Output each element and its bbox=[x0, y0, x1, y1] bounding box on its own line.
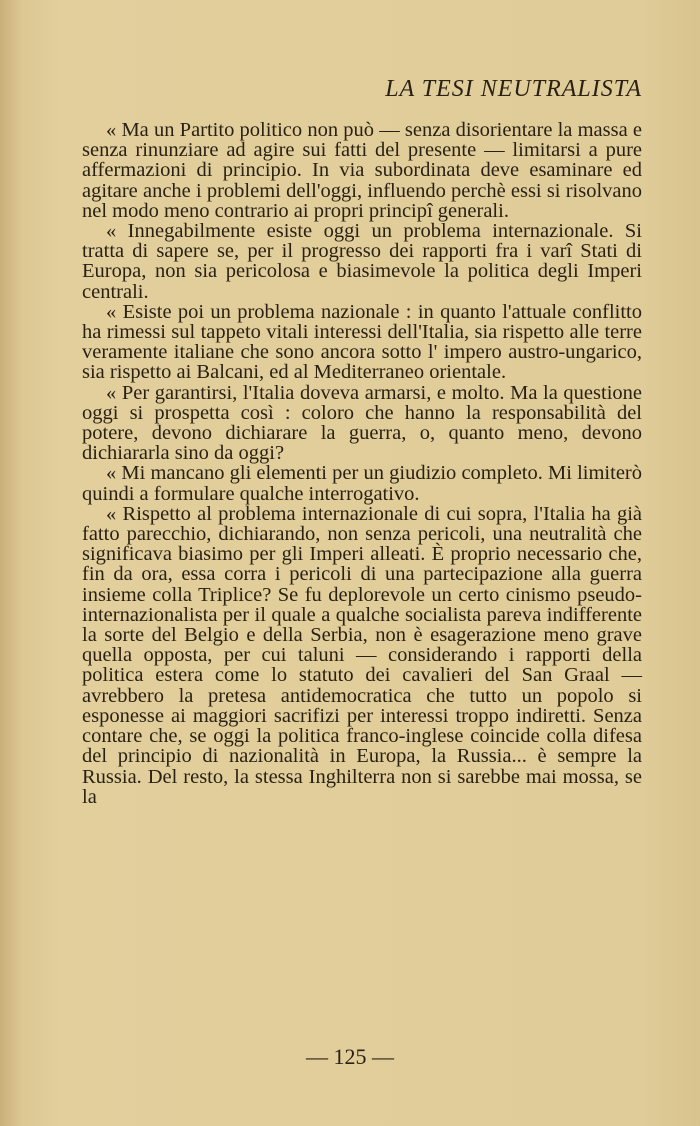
page-number: — 125 — bbox=[306, 1044, 394, 1069]
body-text bbox=[82, 120, 642, 807]
paragraph-1: « Ma un Partito politico non può — senza disorientare la massa e senza rinunziare ad agire sui fatti del presente — limitarsi a pure affermazioni di principio. In via subordinata deve esaminare ed agitare anche i problemi dell'oggi, influendo perchè essi si risolvano nel modo meno contrario ai propri principî generali. bbox=[82, 119, 642, 222]
paragraph-4: « Per garantirsi, l'Italia doveva armarsi, e molto. Ma la questione oggi si prospetta così : coloro che hanno la responsabilità del potere, devono dichiarare la guerra, o, quanto meno, devono dichiararla sino da oggi? bbox=[82, 381, 642, 465]
paragraph-5: « Mi mancano gli elementi per un giudizio completo. Mi limiterò quindi a formulare qualche interrogativo. bbox=[82, 462, 642, 505]
paragraph-3: « Esiste poi un problema nazionale : in quanto l'attuale conflitto ha rimessi sul tappeto vitali interessi dell'Italia, sia rispetto alle terre veramente italiane che sono ancora sotto l' impero austro-ungarico, sia rispetto ai Balcani, ed al Mediterraneo orientale. bbox=[82, 300, 642, 384]
paragraph-6: « Rispetto al problema internazionale di cui sopra, l'Italia ha già fatto parecchio, dichiarando, non senza pericoli, una neutralità che significava biasimo per gli Imperi alleati. È proprio necessario che, fin da ora, essa corra i pericoli di una partecipazione alla guerra insieme colla Triplice? Se fu deplorevole un certo cinismo pseudo-internazionalista per il quale a qualche socialista pareva indifferente la sorte del Belgio e della Serbia, non è esagerazione meno grave quella opposta, per cui taluni — considerando i rapporti della politica estera come lo statuto dei cavalieri del San Graal — avrebbero la pretesa antidemocratica che tutto un popolo si esponesse ai maggiori sacrifizi per interessi troppo indiretti. Senza contare che, se oggi la politica franco-inglese coincide colla difesa del principio di nazionalità in Europa, la Russia... è sempre la Russia. Del resto, la stessa Inghilterra non si sarebbe mai mossa, se la bbox=[82, 502, 642, 808]
running-header: LA TESI NEUTRALISTA bbox=[385, 76, 642, 102]
paragraph-2: « Innegabilmente esiste oggi un problema internazionale. Si tratta di sapere se, per il progresso dei rapporti fra i varî Stati di Europa, non sia pericolosa e biasimevole la politica degli Imperi centrali. bbox=[82, 220, 642, 303]
